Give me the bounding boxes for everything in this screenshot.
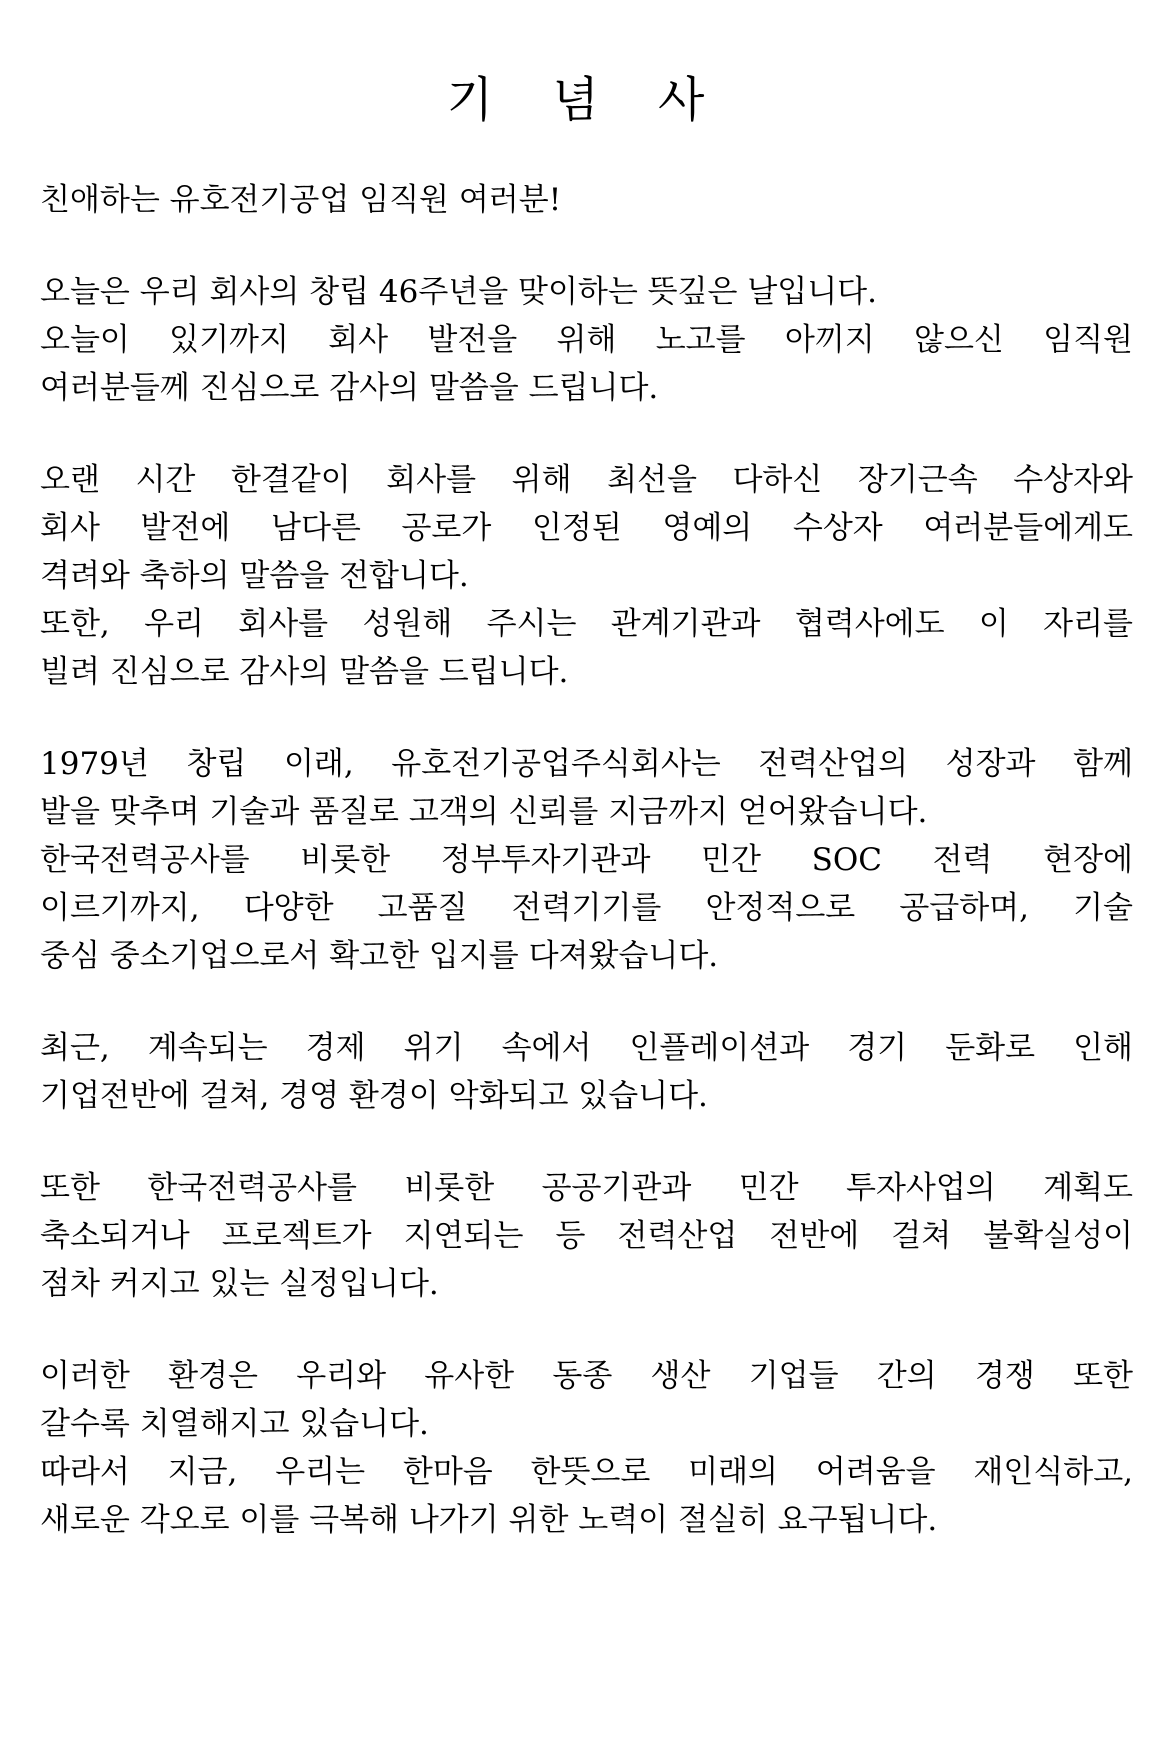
paragraph-line: 최근, 계속되는 경제 위기 속에서 인플레이션과 경기 둔화로 인해	[40, 1030, 1133, 1066]
paragraph-line: 이르기까지, 다양한 고품질 전력기기를 안정적으로 공급하며, 기술	[40, 890, 1133, 926]
paragraph-line: 중심 중소기업으로서 확고한 입지를 다져왔습니다.	[40, 938, 719, 974]
paragraph-line: 오랜 시간 한결같이 회사를 위해 최선을 다하신 장기근속 수상자와	[40, 462, 1133, 498]
paragraph-line: 기업전반에 걸쳐, 경영 환경이 악화되고 있습니다.	[40, 1078, 708, 1114]
paragraph-line: 또한, 우리 회사를 성원해 주시는 관계기관과 협력사에도 이 자리를	[40, 606, 1133, 642]
paragraph-line: 격려와 축하의 말씀을 전합니다.	[40, 558, 469, 594]
paragraph-line: 발을 맞추며 기술과 품질로 고객의 신뢰를 지금까지 얻어왔습니다.	[40, 794, 928, 830]
document-title: 기 념 사	[446, 72, 727, 128]
paragraph-line: 축소되거나 프로젝트가 지연되는 등 전력산업 전반에 걸쳐 불확실성이	[40, 1218, 1133, 1254]
paragraph-line: 오늘은 우리 회사의 창립 46주년을 맞이하는 뜻깊은 날입니다.	[40, 274, 877, 310]
paragraph-line: 또한 한국전력공사를 비롯한 공공기관과 민간 투자사업의 계획도	[40, 1170, 1133, 1206]
paragraph-line: 여러분들께 진심으로 감사의 말씀을 드립니다.	[40, 370, 659, 406]
paragraph-line: 오늘이 있기까지 회사 발전을 위해 노고를 아끼지 않으신 임직원	[40, 322, 1133, 358]
paragraph-line: 새로운 각오로 이를 극복해 나가기 위한 노력이 절실히 요구됩니다.	[40, 1502, 938, 1538]
paragraph-line: 따라서 지금, 우리는 한마음 한뜻으로 미래의 어려움을 재인식하고,	[40, 1454, 1133, 1490]
greeting-line: 친애하는 유호전기공업 임직원 여러분!	[40, 182, 562, 218]
paragraph-line: 점차 커지고 있는 실정입니다.	[40, 1266, 439, 1302]
paragraph-line: 빌려 진심으로 감사의 말씀을 드립니다.	[40, 654, 569, 690]
paragraph-line: 회사 발전에 남다른 공로가 인정된 영예의 수상자 여러분들에게도	[40, 510, 1133, 546]
paragraph-line: 한국전력공사를 비롯한 정부투자기관과 민간 SOC 전력 현장에	[40, 842, 1133, 878]
paragraph-line: 갈수록 치열해지고 있습니다.	[40, 1406, 429, 1442]
paragraph-line: 이러한 환경은 우리와 유사한 동종 생산 기업들 간의 경쟁 또한	[40, 1358, 1133, 1394]
paragraph-line: 1979년 창립 이래, 유호전기공업주식회사는 전력산업의 성장과 함께	[40, 746, 1133, 782]
